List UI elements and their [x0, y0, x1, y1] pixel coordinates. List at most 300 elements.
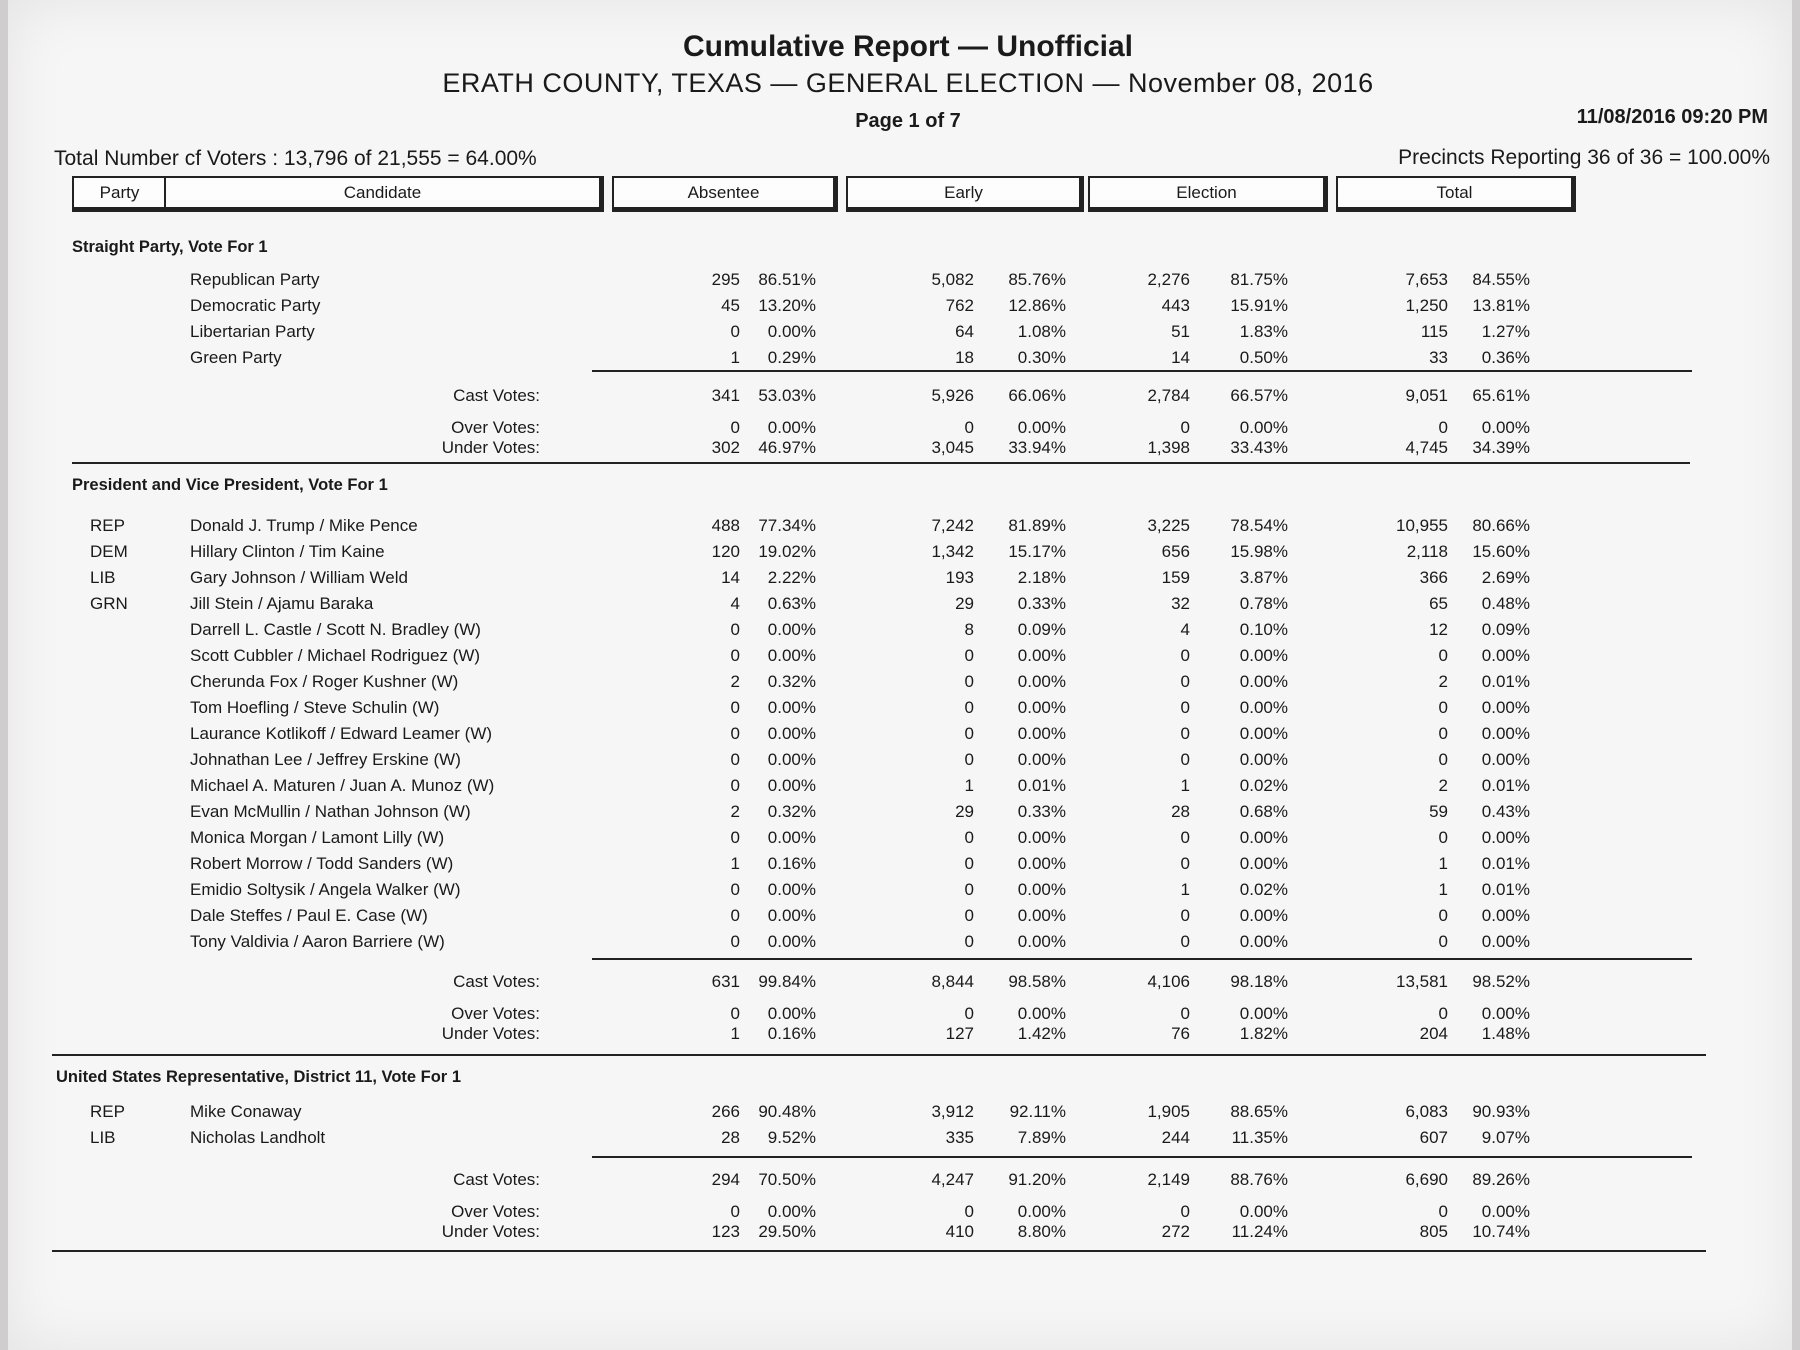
early-votes: 0: [964, 906, 974, 925]
total-votes: 805: [1419, 1222, 1448, 1241]
absentee-pct: 0.32%: [767, 672, 816, 691]
column-header-election: Election: [1088, 176, 1328, 212]
absentee-votes: 341: [711, 386, 740, 405]
candidate-name: Dale Steffes / Paul E. Case (W): [190, 906, 428, 925]
absentee-pct: 13.20%: [758, 296, 816, 315]
early-votes: 0: [964, 698, 974, 717]
early-votes: 0: [964, 750, 974, 769]
candidate-name: Johnathan Lee / Jeffrey Erskine (W): [190, 750, 461, 769]
cast-votes-label: Cast Votes:: [453, 386, 540, 405]
election-pct: 81.75%: [1230, 270, 1288, 289]
early-pct: 0.00%: [1017, 828, 1066, 847]
absentee-pct: 0.00%: [767, 724, 816, 743]
candidate-name: Emidio Soltysik / Angela Walker (W): [190, 880, 461, 899]
early-votes: 8: [964, 620, 974, 639]
total-pct: 0.00%: [1481, 698, 1530, 717]
early-pct: 92.11%: [1009, 1102, 1066, 1121]
absentee-pct: 0.00%: [767, 646, 816, 665]
total-votes: 115: [1420, 322, 1448, 341]
absentee-votes: 0: [730, 1202, 740, 1221]
early-pct: 12.86%: [1008, 296, 1066, 315]
candidate-name: Evan McMullin / Nathan Johnson (W): [190, 802, 471, 821]
early-votes: 0: [964, 880, 974, 899]
candidate-row: [8, 1102, 1800, 1126]
total-pct: 80.66%: [1472, 516, 1530, 535]
total-pct: 1.27%: [1481, 322, 1530, 341]
total-pct: 0.09%: [1481, 620, 1530, 639]
absentee-pct: 19.02%: [758, 542, 816, 561]
election-votes: 32: [1171, 594, 1190, 613]
total-pct: 89.26%: [1472, 1170, 1530, 1189]
subtotal-rule: [592, 370, 1692, 372]
candidate-name: Green Party: [190, 348, 282, 367]
absentee-pct: 0.00%: [767, 750, 816, 769]
candidate-name: Tom Hoefling / Steve Schulin (W): [190, 698, 440, 717]
candidate-name: Mike Conaway: [190, 1102, 302, 1121]
cast-votes-label: Cast Votes:: [453, 1170, 540, 1189]
cast-votes-row: [8, 1170, 1800, 1194]
early-pct: 0.01%: [1017, 776, 1066, 795]
election-votes: 0: [1180, 932, 1190, 951]
absentee-pct: 0.00%: [767, 322, 816, 341]
election-votes: 272: [1161, 1222, 1190, 1241]
candidate-row: [8, 594, 1800, 618]
absentee-votes: 488: [711, 516, 740, 535]
election-votes: 4: [1180, 620, 1190, 639]
election-pct: 0.78%: [1239, 594, 1288, 613]
absentee-pct: 0.00%: [767, 776, 816, 795]
total-votes: 2: [1438, 776, 1448, 795]
absentee-pct: 0.32%: [767, 802, 816, 821]
absentee-votes: 0: [730, 322, 740, 341]
election-votes: 2,276: [1147, 270, 1190, 289]
total-votes: 12: [1429, 620, 1448, 639]
absentee-pct: 9.52%: [767, 1128, 816, 1147]
absentee-votes: 45: [721, 296, 740, 315]
section-rule: [52, 1054, 1706, 1056]
total-pct: 1.48%: [1481, 1024, 1530, 1043]
early-votes: 410: [945, 1222, 974, 1241]
early-pct: 1.08%: [1017, 322, 1066, 341]
early-votes: 8,844: [931, 972, 974, 991]
absentee-pct: 99.84%: [758, 972, 816, 991]
total-pct: 0.01%: [1481, 880, 1530, 899]
cast-votes-row: [8, 972, 1800, 996]
election-pct: 11.35%: [1231, 1128, 1288, 1147]
election-votes: 656: [1161, 542, 1190, 561]
absentee-pct: 0.16%: [767, 1024, 816, 1043]
early-votes: 1: [964, 776, 974, 795]
total-pct: 0.00%: [1481, 828, 1530, 847]
election-votes: 0: [1180, 698, 1190, 717]
absentee-votes: 0: [730, 724, 740, 743]
early-pct: 66.06%: [1008, 386, 1066, 405]
early-pct: 0.00%: [1017, 932, 1066, 951]
early-votes: 762: [945, 296, 974, 315]
absentee-pct: 0.29%: [767, 348, 816, 367]
report-title: Cumulative Report — Unofficial: [682, 30, 1134, 63]
total-votes: 0: [1438, 724, 1448, 743]
candidate-row: [8, 906, 1800, 930]
early-pct: 0.00%: [1017, 880, 1066, 899]
candidate-name: Monica Morgan / Lamont Lilly (W): [190, 828, 445, 847]
section-rule: [52, 1250, 1706, 1252]
candidate-name: Laurance Kotlikoff / Edward Leamer (W): [190, 724, 493, 743]
election-pct: 1.83%: [1239, 322, 1288, 341]
absentee-votes: 0: [730, 418, 740, 437]
total-pct: 65.61%: [1472, 386, 1530, 405]
early-pct: 98.58%: [1008, 972, 1066, 991]
early-votes: 0: [964, 418, 974, 437]
candidate-name: Scott Cubbler / Michael Rodriguez (W): [190, 646, 481, 665]
early-votes: 0: [964, 854, 974, 873]
candidate-row: [8, 348, 1800, 372]
section-rule: [72, 462, 1690, 464]
election-votes: 3,225: [1147, 516, 1190, 535]
total-pct: 15.60%: [1472, 542, 1530, 561]
candidate-row: [8, 296, 1800, 320]
under-votes-label: Under Votes:: [441, 438, 540, 457]
candidate-row: [8, 516, 1800, 540]
race-title: President and Vice President, Vote For 1: [72, 476, 388, 494]
total-pct: 10.74%: [1472, 1222, 1530, 1241]
election-pct: 0.00%: [1239, 854, 1288, 873]
early-pct: 15.17%: [1008, 542, 1066, 561]
absentee-votes: 120: [711, 542, 740, 561]
candidate-name: Republican Party: [190, 270, 320, 289]
absentee-votes: 0: [730, 776, 740, 795]
election-votes: 0: [1180, 906, 1190, 925]
early-votes: 0: [964, 1004, 974, 1023]
candidate-row: [8, 270, 1800, 294]
early-pct: 2.18%: [1017, 568, 1066, 587]
absentee-pct: 86.51%: [758, 270, 816, 289]
precincts-reporting: Precincts Reporting 36 of 36 = 100.00%: [1398, 146, 1770, 169]
total-pct: 0.00%: [1481, 1004, 1530, 1023]
early-votes: 4,247: [931, 1170, 974, 1189]
early-votes: 7,242: [931, 516, 974, 535]
absentee-pct: 46.97%: [758, 438, 816, 457]
election-votes: 2,149: [1147, 1170, 1190, 1189]
election-votes: 244: [1161, 1128, 1190, 1147]
candidate-row: [8, 932, 1800, 956]
early-votes: 0: [964, 724, 974, 743]
election-pct: 0.00%: [1239, 672, 1288, 691]
party-code: GRN: [90, 594, 128, 613]
absentee-votes: 1: [730, 348, 740, 367]
report-timestamp: 11/08/2016 09:20 PM: [1576, 106, 1768, 128]
total-pct: 0.00%: [1481, 932, 1530, 951]
subtotal-rule: [592, 1156, 1692, 1158]
election-pct: 88.65%: [1230, 1102, 1288, 1121]
party-code: REP: [90, 1102, 125, 1121]
total-votes: 9,051: [1405, 386, 1448, 405]
total-pct: 2.69%: [1481, 568, 1530, 587]
absentee-pct: 77.34%: [758, 516, 816, 535]
election-votes: 51: [1171, 322, 1190, 341]
total-votes: 7,653: [1405, 270, 1448, 289]
absentee-votes: 14: [721, 568, 740, 587]
under-votes-row: [8, 1024, 1800, 1048]
over-votes-label: Over Votes:: [451, 1004, 540, 1023]
total-pct: 0.36%: [1481, 348, 1530, 367]
early-pct: 0.09%: [1017, 620, 1066, 639]
total-pct: 0.00%: [1481, 724, 1530, 743]
absentee-pct: 0.00%: [767, 698, 816, 717]
early-votes: 5,926: [931, 386, 974, 405]
early-pct: 0.00%: [1017, 854, 1066, 873]
early-votes: 0: [964, 1202, 974, 1221]
early-pct: 85.76%: [1008, 270, 1066, 289]
election-pct: 0.02%: [1239, 880, 1288, 899]
under-votes-label: Under Votes:: [441, 1222, 540, 1241]
absentee-votes: 0: [730, 698, 740, 717]
absentee-votes: 0: [730, 646, 740, 665]
early-votes: 18: [955, 348, 974, 367]
election-votes: 2,784: [1147, 386, 1190, 405]
candidate-row: [8, 542, 1800, 566]
election-pct: 0.00%: [1239, 1004, 1288, 1023]
candidate-name: Nicholas Landholt: [190, 1128, 326, 1147]
candidate-row: [8, 646, 1800, 670]
election-pct: 0.00%: [1239, 932, 1288, 951]
election-votes: 1: [1180, 776, 1190, 795]
total-votes: 0: [1438, 828, 1448, 847]
column-header-candidate: Candidate: [164, 176, 604, 212]
total-votes: 366: [1419, 568, 1448, 587]
candidate-row: [8, 828, 1800, 852]
early-votes: 29: [955, 594, 974, 613]
candidate-row: [8, 776, 1800, 800]
candidate-row: [8, 802, 1800, 826]
column-header-party: Party: [72, 176, 170, 212]
candidate-row: [8, 854, 1800, 878]
election-pct: 0.00%: [1239, 1202, 1288, 1221]
absentee-votes: 0: [730, 906, 740, 925]
election-votes: 0: [1180, 672, 1190, 691]
candidate-name: Robert Morrow / Todd Sanders (W): [190, 854, 454, 873]
absentee-pct: 0.00%: [767, 880, 816, 899]
early-pct: 0.00%: [1017, 698, 1066, 717]
column-header-total: Total: [1336, 176, 1576, 212]
early-votes: 5,082: [931, 270, 974, 289]
total-pct: 0.01%: [1481, 776, 1530, 795]
early-votes: 64: [955, 322, 974, 341]
early-pct: 0.33%: [1017, 802, 1066, 821]
absentee-pct: 0.63%: [767, 594, 816, 613]
early-pct: 7.89%: [1017, 1128, 1066, 1147]
election-votes: 0: [1180, 418, 1190, 437]
total-pct: 9.07%: [1481, 1128, 1530, 1147]
absentee-pct: 0.00%: [767, 932, 816, 951]
election-pct: 0.00%: [1239, 750, 1288, 769]
early-pct: 81.89%: [1008, 516, 1066, 535]
race-title: United States Representative, District 11, Vote For 1: [56, 1068, 461, 1086]
election-votes: 1,905: [1147, 1102, 1190, 1121]
early-votes: 0: [964, 646, 974, 665]
candidate-row: [8, 568, 1800, 592]
party-code: LIB: [90, 568, 116, 587]
subtotal-rule: [592, 958, 1692, 960]
report-page: [8, 0, 1792, 1350]
election-votes: 443: [1161, 296, 1190, 315]
candidate-row: [8, 698, 1800, 722]
election-votes: 0: [1180, 828, 1190, 847]
election-pct: 15.98%: [1230, 542, 1288, 561]
cast-votes-label: Cast Votes:: [453, 972, 540, 991]
candidate-name: Libertarian Party: [190, 322, 315, 341]
absentee-pct: 0.00%: [767, 1202, 816, 1221]
election-votes: 159: [1161, 568, 1190, 587]
early-votes: 127: [945, 1024, 974, 1043]
early-pct: 0.00%: [1017, 646, 1066, 665]
total-pct: 0.48%: [1481, 594, 1530, 613]
under-votes-label: Under Votes:: [441, 1024, 540, 1043]
absentee-votes: 0: [730, 620, 740, 639]
absentee-votes: 28: [721, 1128, 740, 1147]
total-votes: 0: [1438, 750, 1448, 769]
election-pct: 78.54%: [1230, 516, 1288, 535]
total-pct: 90.93%: [1472, 1102, 1530, 1121]
early-pct: 91.20%: [1008, 1170, 1066, 1189]
absentee-votes: 0: [730, 932, 740, 951]
total-votes: 65: [1429, 594, 1448, 613]
total-votes: 0: [1438, 1004, 1448, 1023]
total-pct: 0.00%: [1481, 418, 1530, 437]
early-pct: 0.00%: [1017, 1004, 1066, 1023]
absentee-pct: 70.50%: [758, 1170, 816, 1189]
over-votes-label: Over Votes:: [451, 418, 540, 437]
absentee-votes: 0: [730, 828, 740, 847]
election-pct: 0.02%: [1239, 776, 1288, 795]
election-votes: 0: [1180, 724, 1190, 743]
early-votes: 3,912: [931, 1102, 974, 1121]
total-votes: 13,581: [1396, 972, 1448, 991]
absentee-pct: 0.00%: [767, 906, 816, 925]
absentee-pct: 0.00%: [767, 620, 816, 639]
absentee-pct: 0.00%: [767, 418, 816, 437]
total-votes: 0: [1438, 932, 1448, 951]
voter-turnout: Total Number cf Voters : 13,796 of 21,555 = 64.00%: [54, 147, 537, 170]
total-votes: 59: [1429, 802, 1448, 821]
early-votes: 335: [945, 1128, 974, 1147]
total-votes: 33: [1429, 348, 1448, 367]
total-votes: 0: [1438, 906, 1448, 925]
candidate-name: Tony Valdivia / Aaron Barriere (W): [190, 932, 445, 951]
candidate-name: Hillary Clinton / Tim Kaine: [190, 542, 385, 561]
election-votes: 1: [1180, 880, 1190, 899]
early-pct: 33.94%: [1008, 438, 1066, 457]
election-pct: 0.00%: [1239, 828, 1288, 847]
election-votes: 14: [1171, 348, 1190, 367]
candidate-row: [8, 322, 1800, 346]
absentee-votes: 0: [730, 1004, 740, 1023]
early-votes: 193: [945, 568, 974, 587]
early-pct: 0.33%: [1017, 594, 1066, 613]
election-votes: 0: [1180, 750, 1190, 769]
total-votes: 10,955: [1396, 516, 1448, 535]
absentee-votes: 294: [711, 1170, 740, 1189]
candidate-row: [8, 750, 1800, 774]
election-pct: 98.18%: [1230, 972, 1288, 991]
election-pct: 0.00%: [1239, 418, 1288, 437]
total-votes: 1,250: [1405, 296, 1448, 315]
election-pct: 0.00%: [1239, 698, 1288, 717]
total-votes: 6,083: [1405, 1102, 1448, 1121]
absentee-votes: 266: [711, 1102, 740, 1121]
early-votes: 1,342: [931, 542, 974, 561]
election-pct: 88.76%: [1230, 1170, 1288, 1189]
party-code: REP: [90, 516, 125, 535]
election-votes: 76: [1171, 1024, 1190, 1043]
under-votes-row: [8, 1222, 1800, 1246]
absentee-votes: 1: [730, 854, 740, 873]
absentee-pct: 0.00%: [767, 828, 816, 847]
election-pct: 0.00%: [1239, 646, 1288, 665]
election-pct: 0.50%: [1239, 348, 1288, 367]
total-votes: 1: [1438, 880, 1448, 899]
candidate-name: Michael A. Maturen / Juan A. Munoz (W): [190, 776, 495, 795]
absentee-pct: 53.03%: [758, 386, 816, 405]
total-votes: 1: [1438, 854, 1448, 873]
election-votes: 1,398: [1147, 438, 1190, 457]
total-pct: 0.00%: [1481, 1202, 1530, 1221]
candidate-name: Democratic Party: [190, 296, 321, 315]
early-votes: 29: [955, 802, 974, 821]
early-votes: 0: [964, 932, 974, 951]
candidate-row: [8, 672, 1800, 696]
election-pct: 0.10%: [1239, 620, 1288, 639]
total-votes: 0: [1438, 698, 1448, 717]
election-pct: 0.00%: [1239, 906, 1288, 925]
party-code: DEM: [90, 542, 128, 561]
absentee-pct: 0.00%: [767, 1004, 816, 1023]
total-votes: 607: [1419, 1128, 1448, 1147]
election-pct: 0.68%: [1239, 802, 1288, 821]
early-pct: 0.00%: [1017, 1202, 1066, 1221]
total-pct: 34.39%: [1472, 438, 1530, 457]
total-votes: 2: [1438, 672, 1448, 691]
total-votes: 0: [1438, 1202, 1448, 1221]
total-pct: 0.00%: [1481, 906, 1530, 925]
absentee-votes: 0: [730, 750, 740, 769]
absentee-votes: 123: [711, 1222, 740, 1241]
early-pct: 0.00%: [1017, 672, 1066, 691]
candidate-row: [8, 620, 1800, 644]
early-votes: 0: [964, 828, 974, 847]
absentee-votes: 4: [730, 594, 740, 613]
early-votes: 3,045: [931, 438, 974, 457]
candidate-name: Donald J. Trump / Mike Pence: [190, 516, 418, 535]
absentee-pct: 90.48%: [758, 1102, 816, 1121]
absentee-pct: 29.50%: [758, 1222, 816, 1241]
over-votes-label: Over Votes:: [451, 1202, 540, 1221]
total-pct: 0.00%: [1481, 750, 1530, 769]
total-votes: 204: [1419, 1024, 1448, 1043]
candidate-name: Gary Johnson / William Weld: [190, 568, 408, 587]
absentee-pct: 2.22%: [767, 568, 816, 587]
absentee-votes: 1: [730, 1024, 740, 1043]
under-votes-row: [8, 438, 1800, 462]
race-title: Straight Party, Vote For 1: [72, 238, 268, 256]
election-votes: 0: [1180, 854, 1190, 873]
party-code: LIB: [90, 1128, 116, 1147]
candidate-name: Jill Stein / Ajamu Baraka: [190, 594, 374, 613]
absentee-votes: 2: [730, 802, 740, 821]
total-pct: 98.52%: [1472, 972, 1530, 991]
page-number: Page 1 of 7: [855, 110, 961, 132]
election-votes: 0: [1180, 646, 1190, 665]
